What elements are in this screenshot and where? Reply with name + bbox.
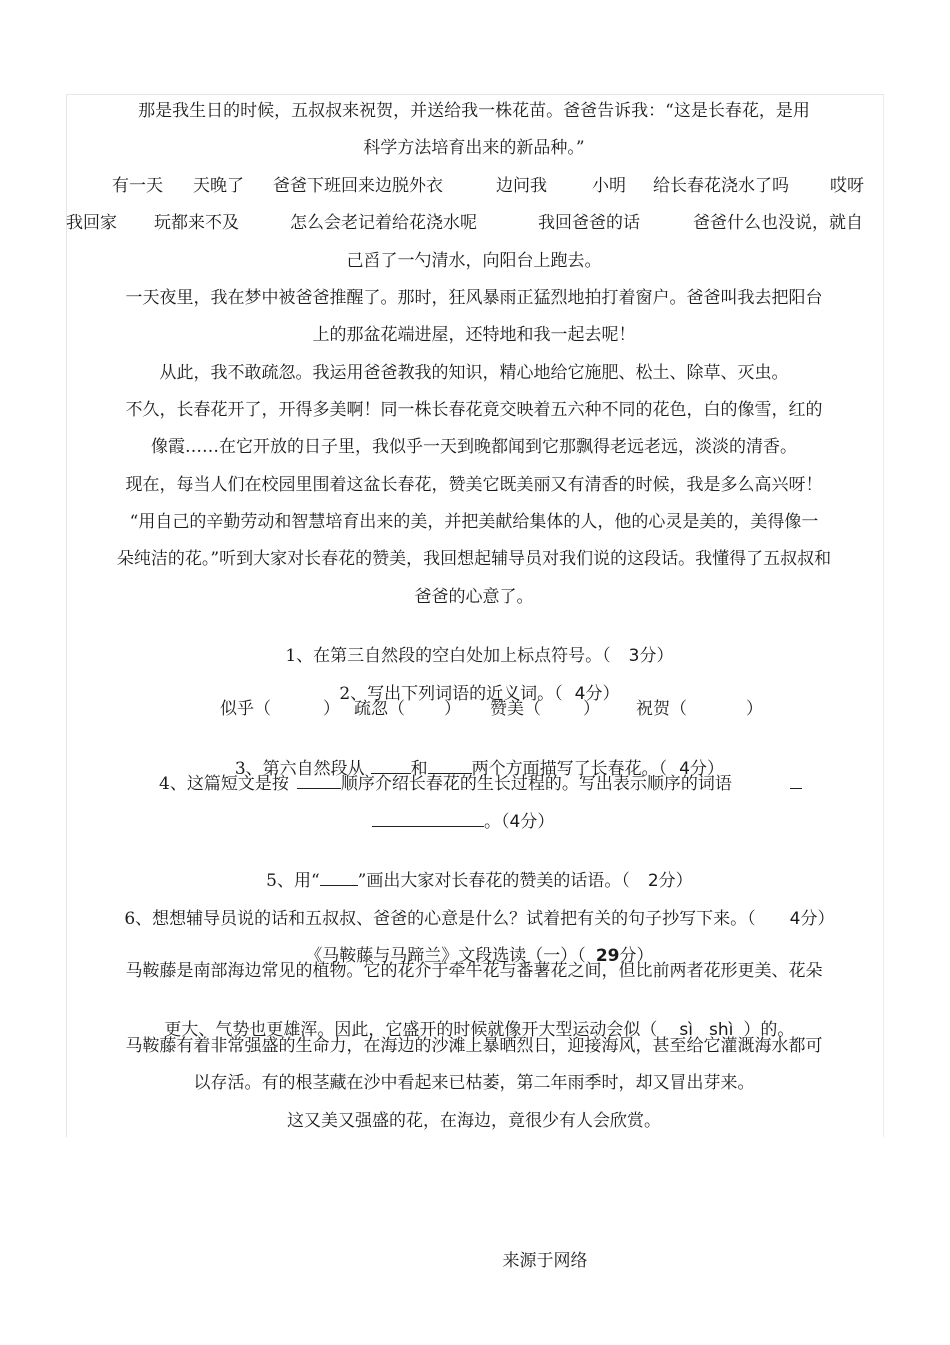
p2-seg: 给长春花浇水了吗 [653,176,789,196]
p2-seg: 爸爸下班回来边脱外衣 [273,176,443,196]
p2-line1 [66,175,882,197]
answer-blank[interactable]: ） [323,699,340,719]
section-2-title: 《马鞍藤与马蹄兰》文段选读（一）（ 29分） [305,946,654,966]
p1-line2: 科学方法培育出来的新品种。” [363,138,585,158]
question-4-line2: 。（4分） [66,811,882,833]
p2-seg: 我回爸爸的话 [538,213,640,233]
p2-line2 [66,212,882,234]
answer-blank[interactable] [297,773,341,789]
p2-seg: 小明 [592,176,626,196]
p2-seg: 有一天 [112,176,163,196]
question-1: 1、在第三自然段的空白处加上标点符号。（ 3分） [285,646,674,666]
p2-seg: 哎呀 [830,176,864,196]
page-footer: 来源于网络 [502,1251,588,1271]
s2-p3-line1: 这又美又强盛的花，在海边，竟很少有人会欣赏。 [287,1111,661,1131]
question-6: 6、想想辅导员说的话和五叔叔、爸爸的心意是什么？试着把有关的句子抄写下来。（ 4分） [124,909,835,929]
p2-seg: 我回家 [66,213,117,233]
question-3: 3、第六自然段从 和 两个方面描写了长春花。（ 4分） [234,759,724,779]
s2-p2-line1: 马鞍藤有着非常强盛的生命力，在海边的沙滩上暴晒烈日，迎接海风，甚至给它灌溉海水都可 [125,1036,823,1056]
question-2: 2、写出下列词语的近义词。（ 4分） [339,684,620,704]
p3-line1: 一天夜里，我在梦中被爸爸推醒了。那时，狂风暴雨正猛烈地拍打着窗户。爸爸叫我去把阳台 [125,288,823,308]
p2-seg: 天晚了 [193,176,244,196]
answer-blank[interactable] [372,811,484,827]
question-2-words: 似乎（ ） 疏忽（ ） 赞美（ ） 祝贺（ ） [220,699,763,719]
p6-line1: 现在，每当人们在校园里围着这盆长春花，赞美它既美丽又有清香的时候，我是多么高兴呀！ [125,475,823,495]
question-5: 5、用“ ”画出大家对长春花的赞美的话语。（ 2分） [266,871,693,891]
p2-seg: 边问我 [496,176,547,196]
question-4: 4、这篇短文是按 顺序介绍长春花的生长过程的。写出表示顺序的词语 [66,773,882,795]
p2-seg: 玩都来不及 [154,213,239,233]
answer-blank[interactable]: ） [746,699,763,719]
p1-line1: 那是我生日的时候，五叔叔来祝贺，并送给我一株花苗。爸爸告诉我：“这是长春花，是用 [138,101,810,121]
answer-blank[interactable]: ） [444,699,461,719]
answer-blank[interactable]: ） [583,699,600,719]
p7-line2: 朵纯洁的花。”听到大家对长春花的赞美，我回想起辅导员对我们说的这段话。我懂得了五叔叔和 [116,549,832,569]
answer-blank[interactable] [428,758,472,774]
answer-blank[interactable] [320,870,358,886]
p2-seg: 爸爸什么也没说，就自 [693,213,863,233]
p7-line3: 爸爸的心意了。 [414,587,534,607]
p4-line1: 从此，我不敢疏忽。我运用爸爸教我的知识，精心地给它施肥、松土、除草、灭虫。 [159,363,789,383]
p7-line1: “用自己的辛勤劳动和智慧培育出来的美，并把美献给集体的人，他的心灵是美的，美得像一 [129,512,819,532]
s2-p1-line1: 马鞍藤是南部海边常见的植物。它的花介于牵牛花与番薯花之间，但比前两者花形更美、花朵 [125,961,823,981]
p5-line2: 像霞……在它开放的日子里，我似乎一天到晚都闻到它那飘得老远老远，淡淡的清香。 [151,437,797,457]
p2-line3: 己舀了一勺清水，向阳台上跑去。 [346,251,602,271]
p5-line1: 不久，长春花开了，开得多美啊！同一株长春花竟交映着五六种不同的花色，白的像雪，红的 [125,400,823,420]
p2-seg: 怎么会老记着给花浇水呢 [290,213,477,233]
s2-p1-line2: 更大、气势也更雄浑。因此，它盛开的时候就像开大型运动会似（ sì shì ）的。 [164,1020,795,1040]
answer-blank[interactable] [790,773,802,789]
answer-blank[interactable] [371,758,411,774]
s2-p2-line2: 以存活。有的根茎藏在沙中看起来已枯萎，第二年雨季时，却又冒出芽来。 [193,1073,755,1093]
p3-line2: 上的那盆花端进屋，还特地和我一起去呢！ [312,325,636,345]
